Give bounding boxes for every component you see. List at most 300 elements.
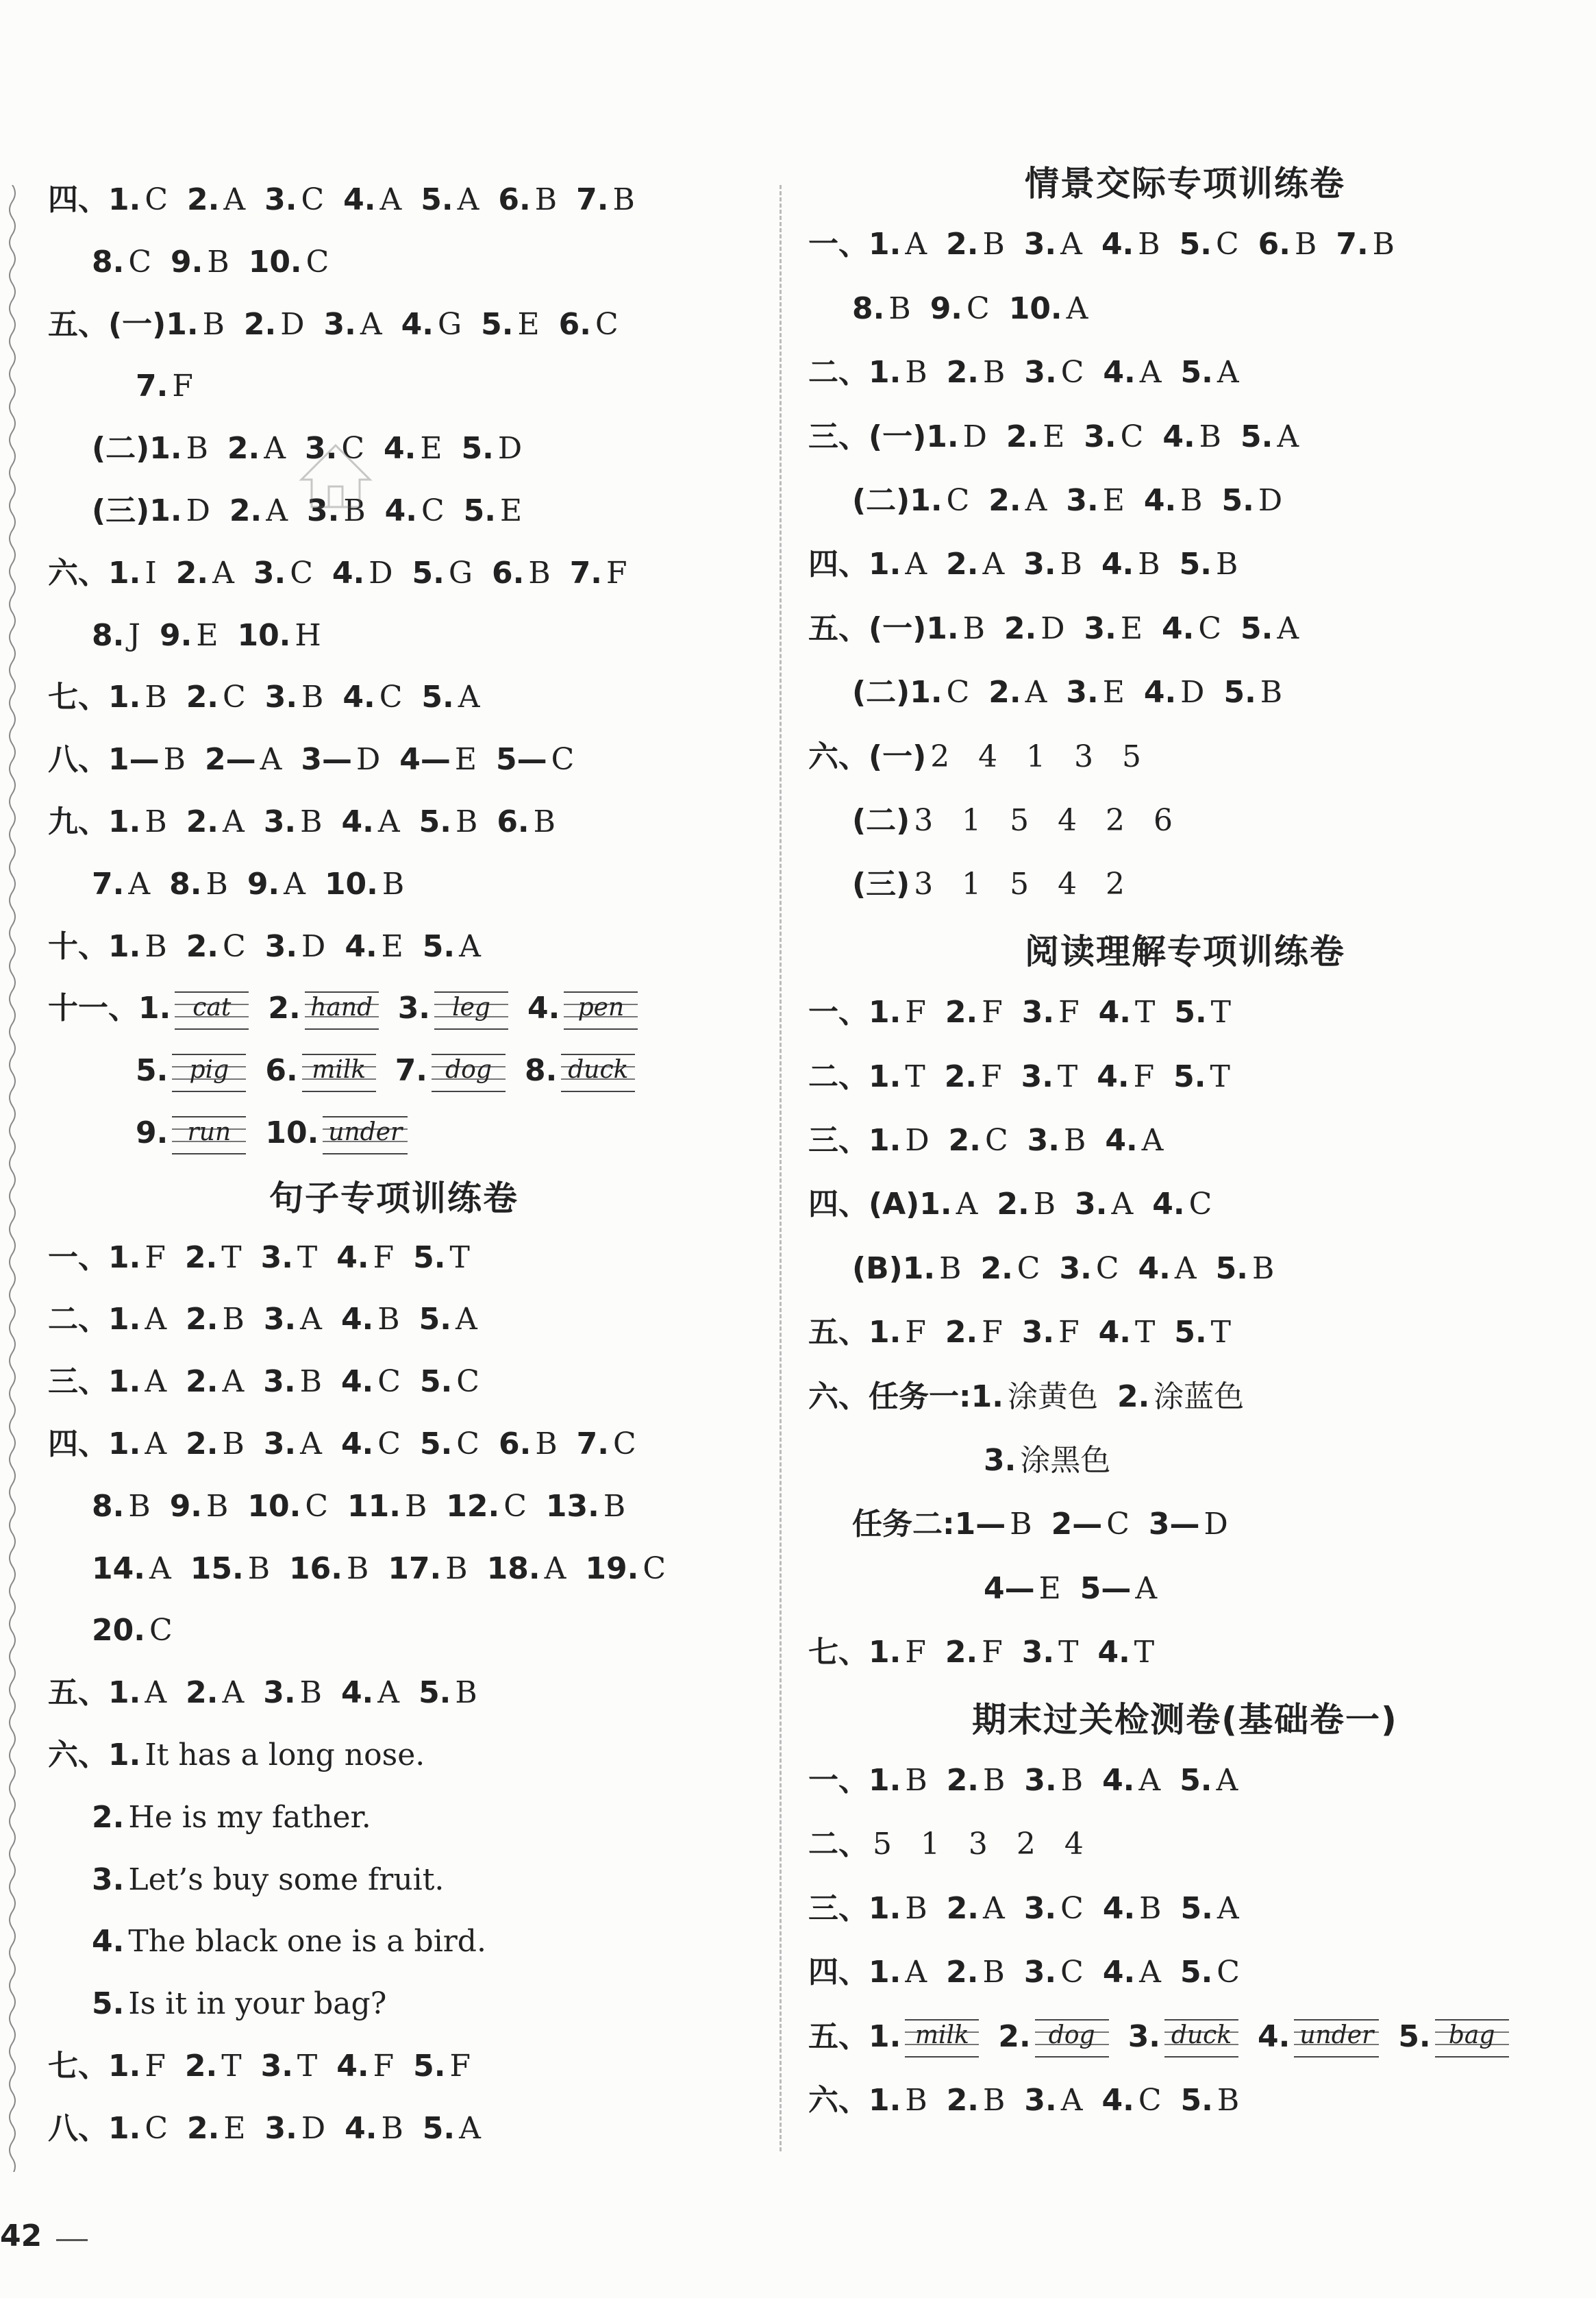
item-number: 6. (492, 555, 525, 591)
answer-line (48, 1424, 636, 1465)
handwriting-answer (172, 1116, 246, 1154)
item-number: 5. (1215, 1250, 1248, 1286)
answer-value: A (457, 182, 479, 217)
answer-value: B (382, 866, 405, 902)
page-number: 42 (0, 2219, 42, 2253)
answer-value: 3 1 5 4 2 6 (914, 803, 1173, 838)
item-number: 2. (988, 483, 1021, 518)
item-number: 4. (342, 680, 375, 715)
handwriting-answer (561, 1054, 635, 1092)
item-number: 5. (422, 928, 456, 964)
wavy-margin-border (5, 185, 19, 2172)
answer-line (48, 739, 574, 780)
question-section-label: 六、 (48, 555, 108, 591)
handwriting-answer (302, 1054, 376, 1092)
answer-value: B (206, 1488, 229, 1524)
item-number: 3. (1023, 1955, 1057, 1990)
item-number: 5. (1180, 2083, 1213, 2118)
item-number: 4. (336, 2049, 369, 2084)
answer-line (808, 224, 1395, 265)
answer-line (136, 1050, 635, 1091)
answer-value: B (534, 182, 558, 217)
answer-line (136, 366, 193, 407)
answer-value: A (223, 182, 246, 217)
item-number: 4. (336, 1239, 369, 1275)
answer-line (808, 1184, 1212, 1225)
answer-value: B (1138, 547, 1160, 582)
item-number: 1. (108, 1675, 141, 1711)
question-section-label: 三、 (808, 1890, 869, 1926)
answer-value: C (379, 680, 403, 715)
answer-value: A (982, 547, 1005, 582)
item-number: 2. (980, 1250, 1013, 1286)
item-number: 3. (1024, 355, 1057, 391)
answer-value: A (1066, 291, 1088, 326)
answer-value: B (905, 355, 927, 391)
answer-value: B (962, 610, 985, 646)
answer-value: A (544, 1550, 566, 1586)
answer-line (136, 1113, 408, 1154)
answer-value: T (1134, 1635, 1155, 1670)
item-number: 4. (340, 1675, 374, 1711)
item-number: 2. (186, 1675, 219, 1711)
item-number: 4. (92, 1924, 125, 1960)
item-number: 4. (1258, 2018, 1290, 2054)
handwriting-word: dog (445, 1055, 492, 1084)
answer-line (808, 737, 1141, 778)
answer-line (852, 480, 1282, 521)
answer-value: A (1174, 1250, 1197, 1286)
item-number: 2. (186, 1426, 219, 1461)
handwriting-answer (1294, 2019, 1379, 2058)
item-number: 5. (419, 1426, 453, 1461)
answer-value: T (1057, 1059, 1078, 1094)
answer-line (852, 864, 1125, 905)
answer-line (48, 1299, 477, 1340)
answer-value: E (223, 2110, 246, 2146)
handwriting-answer (905, 2019, 979, 2058)
handwriting-word: duck (1171, 2021, 1232, 2050)
item-number: 4. (1102, 1890, 1136, 1926)
item-number: 14. (92, 1550, 145, 1586)
handwriting-answer (305, 991, 379, 1030)
answer-line (808, 2016, 1509, 2058)
answer-line (808, 352, 1239, 393)
item-number: 2. (186, 928, 219, 964)
answer-value: C (377, 1364, 401, 1400)
item-number: 5. (1179, 227, 1212, 262)
answer-value: B (1010, 1507, 1032, 1542)
answer-value: E (1043, 419, 1065, 454)
answer-line (92, 615, 321, 656)
item-number: 3. (1066, 675, 1099, 711)
item-number: 4. (1097, 1635, 1130, 1670)
answer-value: A (128, 866, 151, 902)
question-section-label: 七、 (48, 680, 108, 715)
answer-value: A (905, 547, 927, 582)
item-number: 3. (92, 1862, 125, 1897)
answer-value: D (301, 2110, 326, 2146)
answer-value: Is it in your bag? (128, 1986, 387, 2022)
answer-value: C (1060, 355, 1084, 391)
answer-line (48, 180, 635, 221)
answer-value: He is my father. (128, 1799, 371, 1835)
answer-value: C (595, 306, 619, 342)
question-section-label: 五、(一) (808, 610, 927, 646)
answer-value: B (145, 680, 167, 715)
answer-value: H (295, 617, 321, 653)
answer-value: F (905, 1315, 926, 1350)
item-number: 3— (301, 742, 352, 778)
answer-line (92, 1860, 444, 1901)
answer-value: C (377, 1426, 401, 1461)
answer-value: B (888, 291, 911, 326)
answer-value: D (186, 493, 210, 528)
answer-value: C (503, 1488, 527, 1524)
item-number: 10. (247, 1488, 301, 1524)
answer-line (808, 1120, 1163, 1161)
answer-value: T (1210, 1315, 1232, 1350)
item-number: 3. (1024, 2083, 1057, 2118)
item-number: 1. (869, 1955, 901, 1990)
answer-value: A (1060, 2083, 1083, 2118)
answer-line (92, 864, 404, 905)
answer-value: J (128, 617, 140, 653)
answer-value: B (1180, 483, 1203, 518)
item-number: 3. (1127, 2018, 1161, 2054)
answer-value: F (145, 2049, 166, 2084)
answer-value: A (377, 804, 400, 839)
answer-value: E (381, 928, 403, 964)
item-number: 2. (175, 555, 209, 591)
item-number: 5. (1180, 1955, 1213, 1990)
question-section-label: 八、 (48, 742, 108, 778)
item-number: 15. (190, 1550, 244, 1586)
item-number: 2. (187, 2110, 220, 2146)
item-number: 1. (869, 2018, 901, 2054)
answer-value: B (205, 866, 228, 902)
answer-line (852, 672, 1282, 713)
answer-value: A (1025, 483, 1047, 518)
answer-line (808, 1952, 1240, 1993)
item-number: 5. (136, 1053, 169, 1089)
answer-value: A (264, 431, 286, 467)
answer-value: T (1210, 1059, 1230, 1094)
item-number: 2. (229, 493, 262, 528)
item-number: 5. (1221, 483, 1254, 518)
answer-line (852, 1504, 1228, 1545)
item-number: 4. (1103, 355, 1136, 391)
answer-value: F (172, 369, 193, 404)
answer-line (808, 1760, 1238, 1801)
item-number: 5. (421, 680, 454, 715)
answer-value: C (984, 1123, 1008, 1158)
item-number: 1. (926, 610, 959, 646)
question-section-label: 三、 (48, 1364, 108, 1400)
item-number: 4. (1138, 1250, 1171, 1286)
answer-value: C (613, 1426, 636, 1461)
answer-value: E (517, 306, 540, 342)
item-number: 2. (988, 675, 1021, 711)
item-number: 1. (108, 1302, 141, 1337)
answer-value: B (202, 306, 225, 342)
question-section-label: 八、 (48, 2110, 108, 2146)
item-number: 1— (108, 742, 160, 778)
answer-value: C (1060, 1955, 1084, 1990)
answer-value: A (145, 1364, 167, 1400)
item-number: 5. (463, 493, 497, 528)
answer-value: D (905, 1123, 930, 1158)
item-number: 1. (166, 306, 199, 342)
item-number: 3. (1066, 483, 1099, 518)
handwriting-word: under (328, 1117, 403, 1146)
item-number: 9. (247, 866, 280, 902)
item-number: 3. (260, 2049, 293, 2084)
item-number: 5. (419, 1675, 451, 1711)
answer-line (92, 1984, 386, 2025)
item-number: 7. (576, 1426, 609, 1461)
answer-value: D (280, 306, 305, 342)
answer-line (48, 677, 480, 718)
item-number: 2. (946, 355, 980, 391)
answer-value: B (983, 1763, 1006, 1798)
answer-value: D (301, 928, 326, 964)
answer-value: F (905, 1635, 926, 1670)
answer-value: A (956, 1187, 978, 1222)
item-number: 4. (1102, 1763, 1135, 1798)
answer-line (984, 1568, 1157, 1609)
question-section-label: 十一、 (48, 991, 138, 1026)
answer-line (808, 1312, 1231, 1353)
answer-value: A (145, 1675, 167, 1711)
item-number: 7. (1336, 227, 1369, 262)
item-number: 9. (169, 1488, 203, 1524)
item-number: 2. (946, 1890, 980, 1926)
item-number: 7. (92, 866, 125, 902)
answer-value: F (606, 555, 627, 591)
item-number: 2. (186, 1302, 219, 1337)
answer-value: C (1060, 1890, 1084, 1926)
item-number: 2. (948, 1123, 981, 1158)
item-number: 3. (263, 804, 297, 839)
answer-value: B (535, 1426, 558, 1461)
answer-value: C (946, 483, 970, 518)
item-number: 2. (997, 1187, 1030, 1222)
item-number: 6. (558, 306, 591, 342)
answer-value: B (163, 742, 186, 778)
answer-value: T (297, 1239, 318, 1275)
answer-value: T (1210, 995, 1232, 1030)
answer-value: 涂蓝色 (1154, 1379, 1245, 1414)
answer-value: The black one is a bird. (128, 1924, 486, 1960)
answer-value: 涂黑色 (1020, 1443, 1111, 1478)
answer-value: B (299, 1364, 322, 1400)
answer-value: F (982, 1315, 1003, 1350)
answer-line (808, 1824, 1084, 1865)
answer-value: C (223, 680, 246, 715)
item-number: 3. (1021, 1315, 1055, 1350)
item-number: 5. (1240, 419, 1273, 454)
answer-value: C (290, 555, 313, 591)
answer-value: T (1134, 995, 1156, 1030)
answer-value: C (1106, 1507, 1130, 1542)
answer-value: A (459, 2110, 481, 2146)
answer-value: B (381, 2110, 403, 2146)
answer-value: A (212, 555, 234, 591)
answer-value: A (1217, 1890, 1239, 1926)
item-number: 3. (263, 1302, 297, 1337)
item-number: 4. (527, 991, 560, 1026)
item-number: 1. (869, 1123, 901, 1158)
item-number: 4— (399, 742, 451, 778)
answer-value: B (905, 2083, 927, 2118)
item-number: 6. (498, 182, 531, 217)
item-number: 4. (332, 555, 365, 591)
answer-line (808, 608, 1299, 650)
item-number: 7. (569, 555, 603, 591)
answer-value: C (1215, 227, 1239, 262)
answer-value: B (1251, 1250, 1275, 1286)
item-number: 2. (186, 1364, 219, 1400)
item-number: 4. (384, 431, 416, 467)
answer-value: C (341, 431, 365, 467)
item-number: 5. (419, 804, 451, 839)
handwriting-word: bag (1448, 2021, 1495, 2050)
item-number: 9. (930, 291, 963, 326)
answer-value: B (1372, 227, 1395, 262)
answer-value: C (145, 2110, 169, 2146)
item-number: 1. (149, 431, 182, 467)
item-number: 4. (1105, 1123, 1138, 1158)
answer-value: A (284, 866, 306, 902)
item-number: 5. (413, 2049, 446, 2084)
item-number: 2. (184, 2049, 218, 2084)
answer-value: B (145, 804, 167, 839)
item-number: 8. (169, 866, 202, 902)
answer-value: B (1033, 1187, 1056, 1222)
answer-value: B (528, 555, 551, 591)
handwriting-word: under (1299, 2021, 1374, 2050)
answer-value: A (145, 1426, 167, 1461)
answer-value: C (145, 182, 169, 217)
answer-value: 3 1 5 4 2 (914, 867, 1125, 902)
item-number: 3. (1021, 995, 1055, 1030)
item-number: 2. (187, 182, 220, 217)
item-number: 3. (263, 1364, 296, 1400)
question-section-label: (二) (852, 675, 910, 711)
answer-value: B (186, 431, 208, 467)
item-number: 4. (341, 804, 374, 839)
section-title: 阅读理解专项训练卷 (1025, 931, 1345, 972)
item-number: 3— (1148, 1507, 1200, 1542)
item-number: 4. (1098, 1315, 1131, 1350)
item-number: 5. (92, 1986, 125, 2022)
item-number: 1. (869, 547, 901, 582)
item-number: 3. (1084, 610, 1117, 646)
answer-value: B (404, 1488, 427, 1524)
answer-value: B (222, 1302, 245, 1337)
answer-value: C (306, 244, 329, 280)
answer-value: F (982, 995, 1003, 1030)
item-number: 4. (1098, 995, 1131, 1030)
answer-value: A (455, 1302, 477, 1337)
item-number: 5. (1180, 355, 1213, 391)
item-number: 3. (306, 493, 340, 528)
item-number: 20. (92, 1613, 145, 1648)
answer-line (48, 802, 556, 843)
question-section-label: (二) (852, 803, 910, 838)
answer-value: B (346, 1550, 369, 1586)
item-number: 9. (159, 617, 192, 653)
item-number: 3. (1059, 1250, 1092, 1286)
question-section-label: (二) (852, 483, 910, 518)
answer-value: C (1138, 2083, 1162, 2118)
item-number: 2. (184, 1239, 218, 1275)
item-number: 6. (497, 804, 529, 839)
item-number: 1. (910, 483, 943, 518)
handwriting-word: cat (192, 993, 232, 1022)
answer-value: A (222, 1364, 245, 1400)
answer-line (92, 1548, 666, 1590)
answer-line (48, 2108, 481, 2149)
answer-value: B (1063, 1123, 1086, 1158)
answer-line (48, 553, 627, 594)
item-number: 1. (869, 1890, 901, 1926)
answer-value: E (500, 493, 523, 528)
item-number: 2. (946, 227, 979, 262)
section-title: 情景交际专项训练卷 (1025, 164, 1345, 203)
item-number: 9. (171, 244, 203, 280)
handwriting-word: pig (189, 1055, 229, 1084)
answer-value: A (1141, 1123, 1164, 1158)
answer-value: A (1277, 419, 1299, 454)
answer-value: A (905, 227, 927, 262)
answer-line (808, 544, 1238, 585)
question-section-label: 四、 (48, 1426, 108, 1461)
item-number: 5— (496, 742, 547, 778)
answer-value: 2 4 1 3 5 (930, 739, 1142, 774)
item-number: 3. (305, 431, 338, 467)
item-number: 2. (946, 2083, 980, 2118)
question-section-label: 四、 (808, 547, 869, 582)
item-number: 3. (253, 555, 286, 591)
question-section-label: 七、 (48, 2049, 108, 2084)
answer-value: C (149, 1613, 173, 1648)
answer-value: A (377, 1675, 400, 1711)
answer-value: A (1277, 610, 1299, 646)
item-number: 2. (1117, 1379, 1150, 1414)
answer-line (808, 2080, 1239, 2121)
item-number: 2. (945, 1315, 978, 1350)
item-number: 2. (186, 804, 219, 839)
answer-value: E (420, 431, 442, 467)
answer-value: I (145, 555, 157, 591)
school-stamp-watermark (295, 438, 377, 514)
handwriting-answer (1164, 2019, 1238, 2058)
item-number: 1. (910, 675, 943, 711)
question-section-label: 五、 (808, 2018, 869, 2054)
answer-line (48, 1735, 425, 1776)
section-title: 期末过关检测卷(基础卷一) (972, 1699, 1398, 1740)
question-section-label: 一、 (808, 1763, 869, 1798)
item-number: 4. (1143, 675, 1177, 711)
item-number: 1. (108, 680, 141, 715)
answer-value: T (905, 1059, 925, 1094)
answer-value: B (1060, 1763, 1084, 1798)
answer-value: B (1138, 227, 1160, 262)
answer-line (808, 1376, 1244, 1418)
answer-value: C (967, 291, 990, 326)
